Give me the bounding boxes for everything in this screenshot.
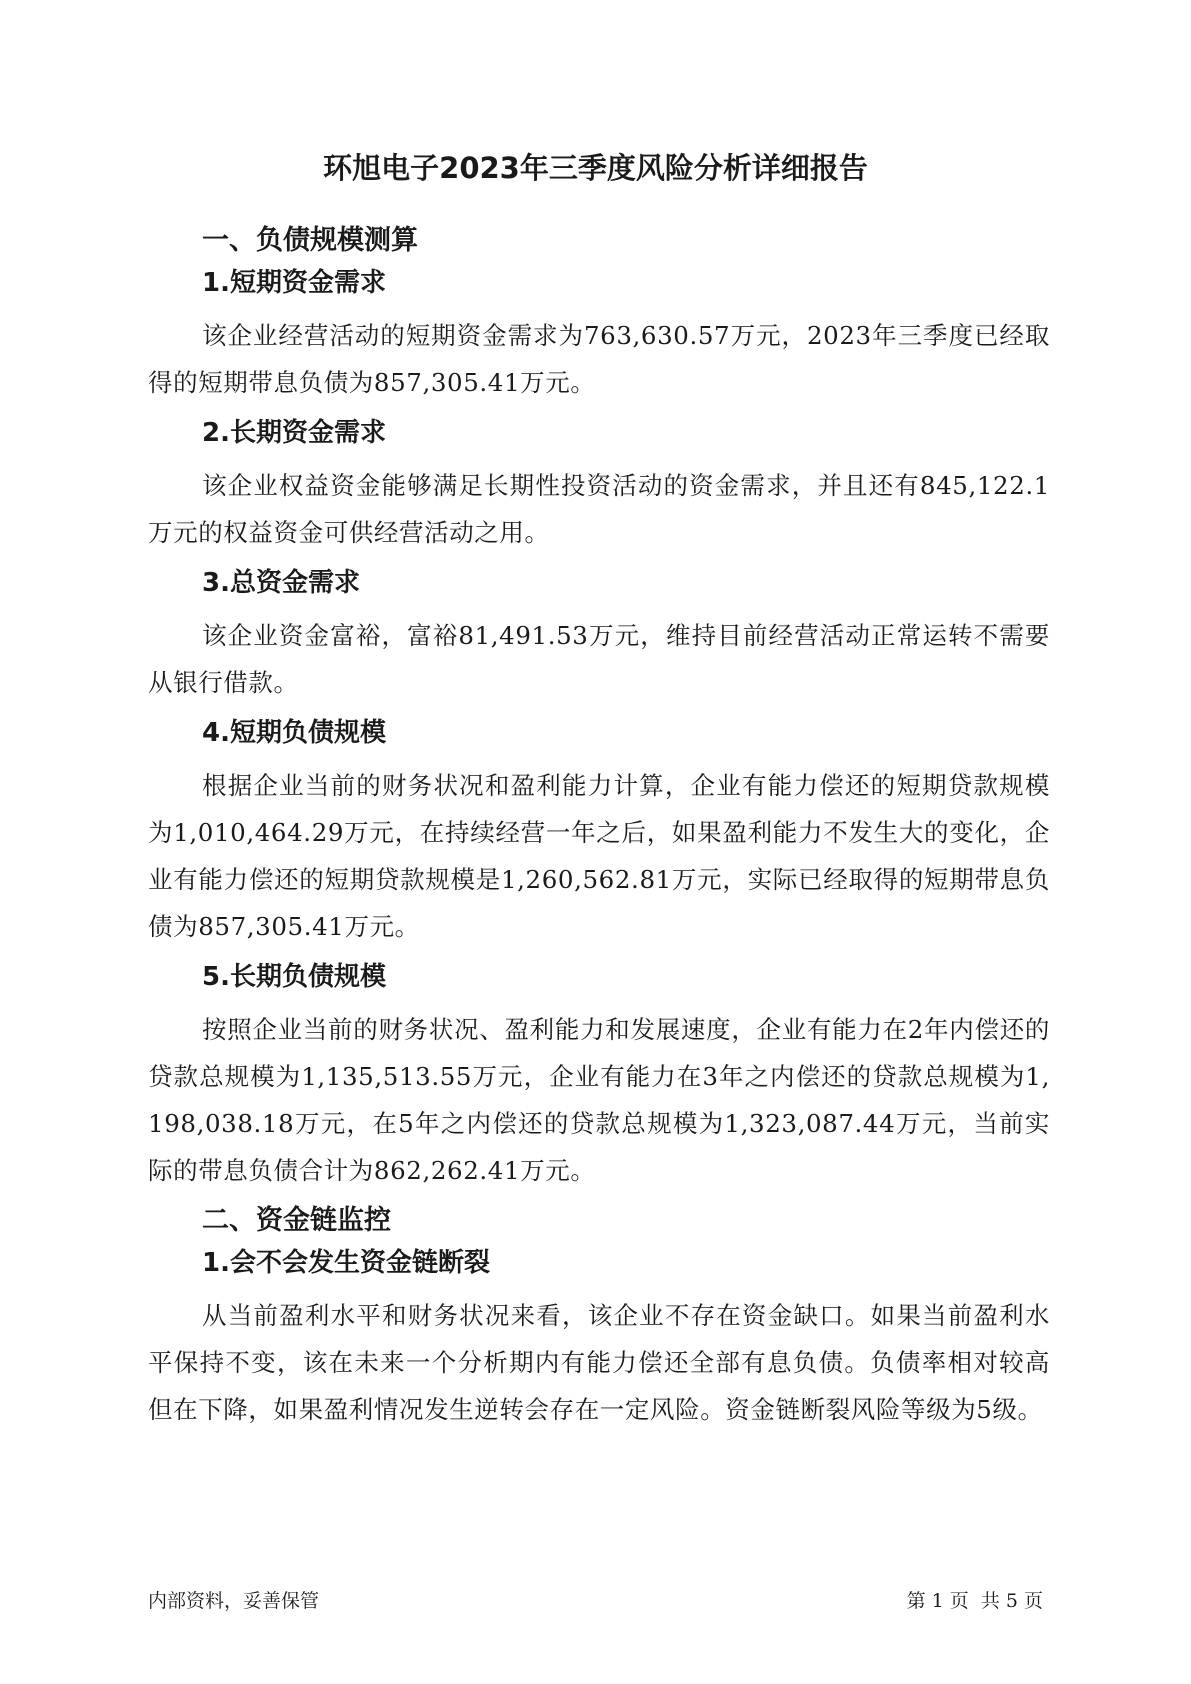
subsection-heading-long-term-capital: 2.长期资金需求 [202, 418, 386, 448]
subsection-heading-short-term-capital: 1.短期资金需求 [202, 268, 386, 298]
subsection-heading-chain-break: 1.会不会发生资金链断裂 [202, 1248, 490, 1278]
subsection-heading-short-term-debt: 4.短期负债规模 [202, 718, 386, 748]
section-heading-capital-chain: 二、资金链监控 [202, 1205, 391, 1236]
section-heading-debt-scale: 一、负债规模测算 [202, 225, 418, 256]
footer-page-number: 第 1 页 共 5 页 [906, 1590, 1043, 1612]
paragraph-chain-break: 从当前盈利水平和财务状况来看，该企业不存在资金缺口。如果当前盈利水平保持不变，该在未来一个分析期内有能力偿还全部有息负债。负债率相对较高但在下降，如果盈利情况发生逆转会存在一定风险。资金链断裂风险等级为5级。 [148, 1301, 1050, 1424]
footer-confidential-note: 内部资料，妥善保管 [148, 1590, 320, 1612]
paragraph-short-term-debt: 根据企业当前的财务状况和盈利能力计算，企业有能力偿还的短期贷款规模为1,010,464.29万元，在持续经营一年之后，如果盈利能力不发生大的变化，企业有能力偿还的短期贷款规模是1,260,562.81万元，实际已经取得的短期带息负债为857,305.41万元。 [148, 771, 1050, 941]
paragraph-long-term-capital: 该企业权益资金能够满足长期性投资活动的资金需求，并且还有845,122.1万元的权益资金可供经营活动之用。 [148, 471, 1050, 547]
subsection-heading-long-term-debt: 5.长期负债规模 [202, 962, 386, 992]
paragraph-long-term-debt: 按照企业当前的财务状况、盈利能力和发展速度，企业有能力在2年内偿还的贷款总规模为1,135,513.55万元，企业有能力在3年之内偿还的贷款总规模为1,198,038.18万元，在5年之内偿还的贷款总规模为1,323,087.44万元，当前实际的带息负债合计为862,262.41万元。 [148, 1015, 1050, 1185]
subsection-heading-total-capital: 3.总资金需求 [202, 568, 360, 598]
document-body [148, 222, 1050, 1433]
paragraph-total-capital: 该企业资金富裕，富裕81,491.53万元，维持目前经营活动正常运转不需要从银行借款。 [148, 621, 1050, 697]
document-title: 环旭电子2023年三季度风险分析详细报告 [323, 151, 868, 185]
paragraph-short-term-capital: 该企业经营活动的短期资金需求为763,630.57万元，2023年三季度已经取得的短期带息负债为857,305.41万元。 [148, 321, 1050, 397]
